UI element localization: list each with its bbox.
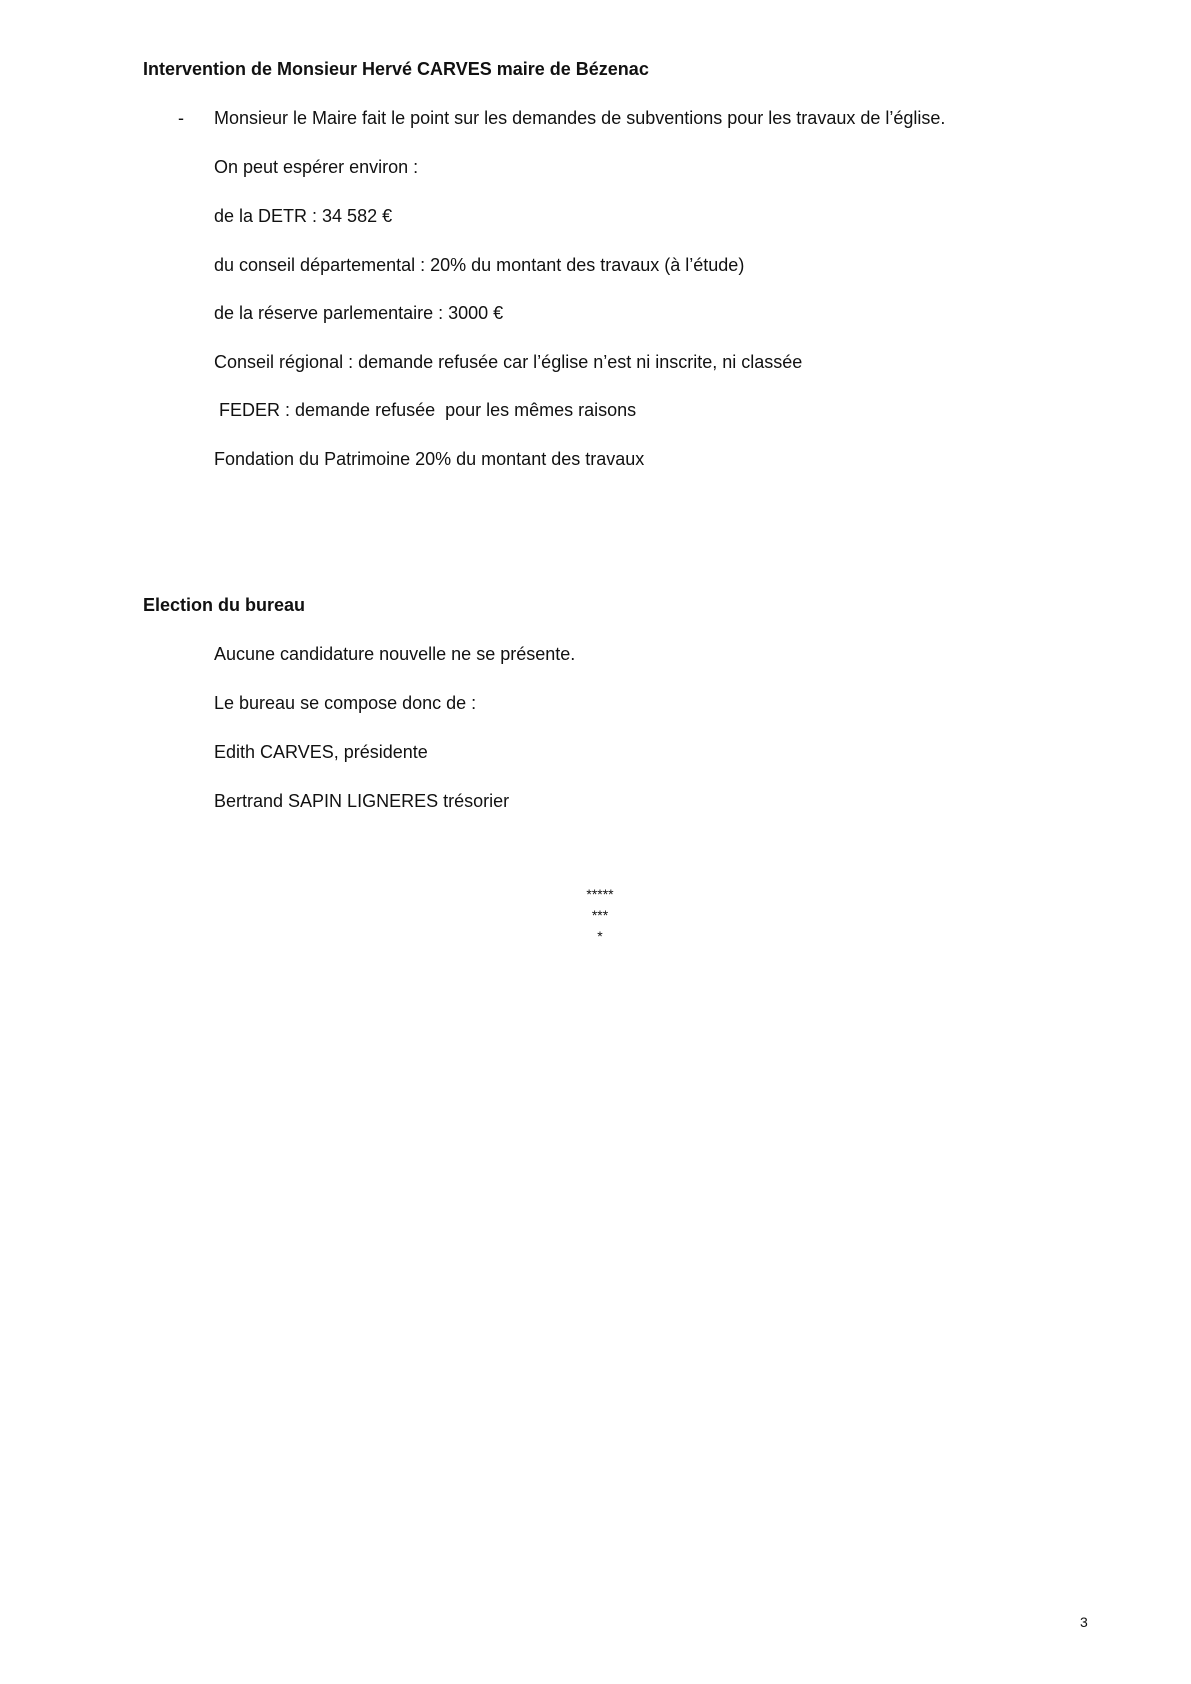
page-number: 3: [1080, 1614, 1088, 1630]
text-line-esperer: On peut espérer environ :: [214, 157, 419, 177]
bullet-dash: -: [178, 108, 184, 128]
text-line-feder: FEDER : demande refusée pour les mêmes raisons: [214, 400, 637, 420]
section-heading-election: Election du bureau: [143, 595, 306, 615]
text-line-bureau-compose: Le bureau se compose donc de :: [214, 693, 477, 713]
text-line-detr: de la DETR : 34 582 €: [214, 206, 393, 226]
text-line-conseil-departemental: du conseil départemental : 20% du montant des travaux (à l’étude): [214, 255, 745, 275]
text-line-fondation-patrimoine: Fondation du Patrimoine 20% du montant des travaux: [214, 449, 645, 469]
text-line-conseil-regional: Conseil régional : demande refusée car l’église n’est ni inscrite, ni classée: [214, 352, 803, 372]
text-line-presidente: Edith CARVES, présidente: [214, 742, 428, 762]
separator-stars-5: *****: [586, 886, 614, 902]
bullet-text-subventions: Monsieur le Maire fait le point sur les demandes de subventions pour les travaux de l’église.: [214, 108, 946, 128]
section-heading-intervention: Intervention de Monsieur Hervé CARVES maire de Bézenac: [143, 59, 649, 79]
text-line-candidature: Aucune candidature nouvelle ne se présente.: [214, 644, 576, 664]
separator-stars-1: *: [597, 928, 603, 944]
text-line-tresorier: Bertrand SAPIN LIGNERES trésorier: [214, 791, 510, 811]
separator-stars-3: ***: [591, 907, 609, 923]
text-line-reserve-parlementaire: de la réserve parlementaire : 3000 €: [214, 303, 504, 323]
